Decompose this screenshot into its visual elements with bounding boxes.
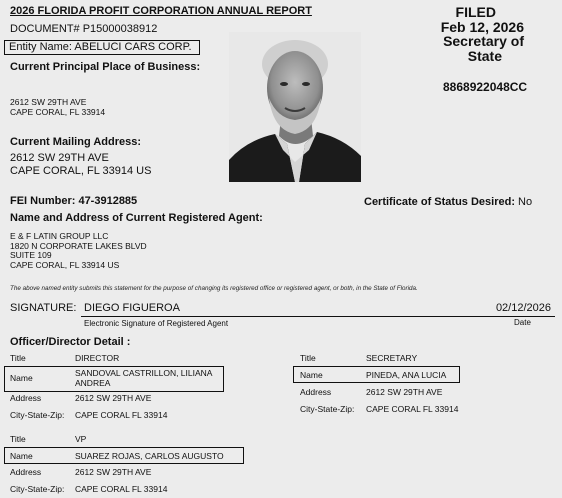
person-photo bbox=[229, 32, 361, 182]
signature-name: DIEGO FIGUEROA bbox=[84, 302, 180, 314]
filed-office-2: State bbox=[467, 47, 502, 64]
signature-label: SIGNATURE: bbox=[10, 302, 77, 314]
officer-title-label: Title bbox=[10, 353, 26, 363]
fei-number: FEI Number: 47-3912885 bbox=[10, 195, 138, 207]
officer-csz: CAPE CORAL FL 33914 bbox=[366, 404, 459, 414]
filed-date: Feb 12, 2026 bbox=[440, 18, 524, 35]
mailing-address-line: CAPE CORAL, FL 33914 US bbox=[10, 164, 152, 177]
officer-name: PINEDA, ANA LUCIA bbox=[366, 370, 447, 380]
agent-address-line: 1820 N CORPORATE LAKES BLVD bbox=[10, 240, 147, 251]
officer-csz-label: City-State-Zip: bbox=[300, 404, 355, 414]
officer-name bbox=[75, 369, 212, 388]
principal-heading: Current Principal Place of Business: bbox=[10, 61, 201, 73]
principal-address-line: 2612 SW 29TH AVE bbox=[10, 97, 87, 107]
signature-date: 02/12/2026 bbox=[495, 302, 551, 314]
signature-line bbox=[81, 316, 555, 317]
document-number: DOCUMENT# P15000038912 bbox=[10, 23, 158, 35]
agent-address-line: SUITE 109 bbox=[10, 250, 52, 260]
signature-disclaimer: The above named entity submits this statement for the purpose of changing its registered office or registered agent, or both, in the State of Florida. bbox=[10, 285, 418, 292]
agent-address-line: CAPE CORAL, FL 33914 US bbox=[10, 259, 120, 270]
officer-name-line: ANDREA bbox=[75, 377, 111, 388]
filed-office: Secretary of bbox=[443, 33, 524, 49]
officer-name-label: Name bbox=[10, 373, 33, 383]
officer-name: SUAREZ ROJAS, CARLOS AUGUSTO bbox=[75, 451, 224, 461]
officer-address-label: Address bbox=[10, 467, 42, 477]
agent-heading: Name and Address of Current Registered Agent: bbox=[10, 212, 263, 224]
officer-address: 2612 SW 29TH AVE bbox=[75, 467, 152, 477]
mailing-address-line: 2612 SW 29TH AVE bbox=[10, 152, 109, 164]
officer-name-label: Name bbox=[10, 451, 33, 461]
officer-csz-label: City-State-Zip: bbox=[10, 484, 65, 494]
mailing-heading: Current Mailing Address: bbox=[10, 136, 141, 148]
certificate-status bbox=[364, 196, 532, 208]
principal-address bbox=[10, 97, 105, 117]
officer-title: DIRECTOR bbox=[75, 353, 120, 363]
officer-title: SECRETARY bbox=[366, 353, 418, 363]
officer-name-line: SANDOVAL CASTRILLON, LILIANA bbox=[75, 368, 213, 378]
agent-address bbox=[10, 232, 147, 270]
officer-name-label: Name bbox=[300, 370, 323, 380]
principal-address-line: CAPE CORAL, FL 33914 bbox=[10, 107, 106, 117]
officer-title-label: Title bbox=[10, 434, 26, 444]
officer-heading: Officer/Director Detail : bbox=[10, 336, 131, 348]
date-caption: Date bbox=[514, 318, 531, 327]
officer-address: 2612 SW 29TH AVE bbox=[75, 393, 152, 403]
agent-address-line: E & F LATIN GROUP LLC bbox=[10, 231, 109, 241]
filed-stamp bbox=[441, 5, 524, 63]
filed-status: FILED bbox=[455, 4, 496, 20]
report-title: 2026 FLORIDA PROFIT CORPORATION ANNUAL REPORT bbox=[10, 5, 312, 17]
tracking-number: 8868922048CC bbox=[443, 80, 528, 94]
officer-title: VP bbox=[75, 434, 87, 444]
officer-address-label: Address bbox=[10, 393, 42, 403]
officer-csz: CAPE CORAL FL 33914 bbox=[75, 484, 168, 494]
officer-csz-label: City-State-Zip: bbox=[10, 410, 65, 420]
officer-csz: CAPE CORAL FL 33914 bbox=[75, 410, 168, 420]
signature-caption: Electronic Signature of Registered Agent bbox=[84, 319, 229, 328]
entity-name: Entity Name: ABELUCI CARS CORP. bbox=[9, 41, 192, 53]
officer-title-label: Title bbox=[300, 353, 316, 363]
person-photo-icon bbox=[229, 32, 361, 182]
certificate-value: No bbox=[518, 196, 533, 208]
mailing-address bbox=[10, 152, 151, 177]
officer-address: 2612 SW 29TH AVE bbox=[366, 387, 443, 397]
certificate-label: Certificate of Status Desired: bbox=[364, 196, 515, 208]
officer-address-label: Address bbox=[300, 387, 332, 397]
